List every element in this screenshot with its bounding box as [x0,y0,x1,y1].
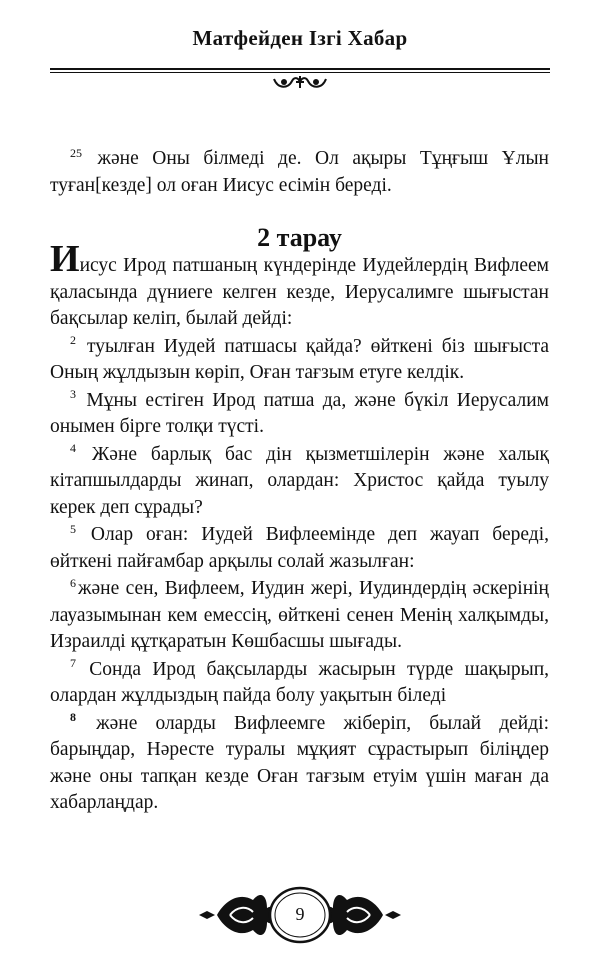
verse-text: және сен, Вифлеем, Иудин жері, Иудиндердің әскерінің лауазымынан кем емессің, өйткені сенен Менің халқымды, Израилді құтқаратын Көшбасшы шығады. [50,578,549,652]
verse-8 [50,711,549,817]
header-ornament-icon [270,73,330,91]
page-body [50,146,549,818]
verse-number: 8 [70,710,76,724]
verse-number: 5 [70,521,76,536]
verse-6 [50,576,549,656]
verse-text: Олар оған: Иудей Вифлеемінде деп жауап береді, өйткені пайғамбар арқылы солай жазылған: [50,524,549,572]
verse-text: және оларды Вифлеемге жіберіп, былай дейді: барыңдар, Нәресте туралы мұқият сұрастырып біліңдер және оны тапқан кезде Оған тағзым етуім үшін маған да хабарлаңдар. [50,712,549,813]
header-rule [50,68,550,70]
verse-number: 2 [70,333,76,347]
verse-number: 4 [70,441,76,455]
verse-text: Және барлық бас дін қызметшілерін және халық кітапшылдарды жинап, олардан: Христос қайда туылу керек деп сұрады? [50,443,550,518]
verse-text: Мұны естіген Ирод патша да, және бүкіл Иерусалим онымен бірге толқи түсті. [50,389,550,437]
verse-4 [50,442,549,522]
verse-number: 6 [70,575,76,590]
verse-number: 7 [70,656,76,670]
verse-number: 3 [70,387,76,401]
running-head-title: Матфейден Ізгі Хабар [192,26,408,50]
verse-5 [50,522,549,575]
verse-1 [50,238,549,333]
verse-text: және Оны білмеді де. Ол ақыры Тұңғыш Ұлын туған[кезде] ол оған Иисус есімін береді. [50,148,549,196]
page-number: 9 [295,904,305,924]
verse-text: туылған Иудей патшасы қайда? өйткені біз шығыста Оның жұлдызын көріп, Оған тағзым етуге келдік. [50,335,550,383]
chapter-title: 2 тарау [257,223,342,252]
verse-2 [50,334,549,387]
verse-text: Сонда Ирод бақсыларды жасырын түрде шақырып, олардан жұлдыздың пайда болу уақытын біледі [50,658,550,706]
verse-number: 25 [70,145,82,160]
verse-3 [50,388,549,441]
verse-7 [50,657,549,710]
verse-text: исус Ирод патшаның күндерінде Иудейлердің Вифлеем қаласында дүниеге келген кезде, Иерусалимге шығыстан бақсылар келіп, былай дейді: [50,255,549,329]
verse-25 [50,146,549,199]
drop-cap: И [50,238,80,280]
